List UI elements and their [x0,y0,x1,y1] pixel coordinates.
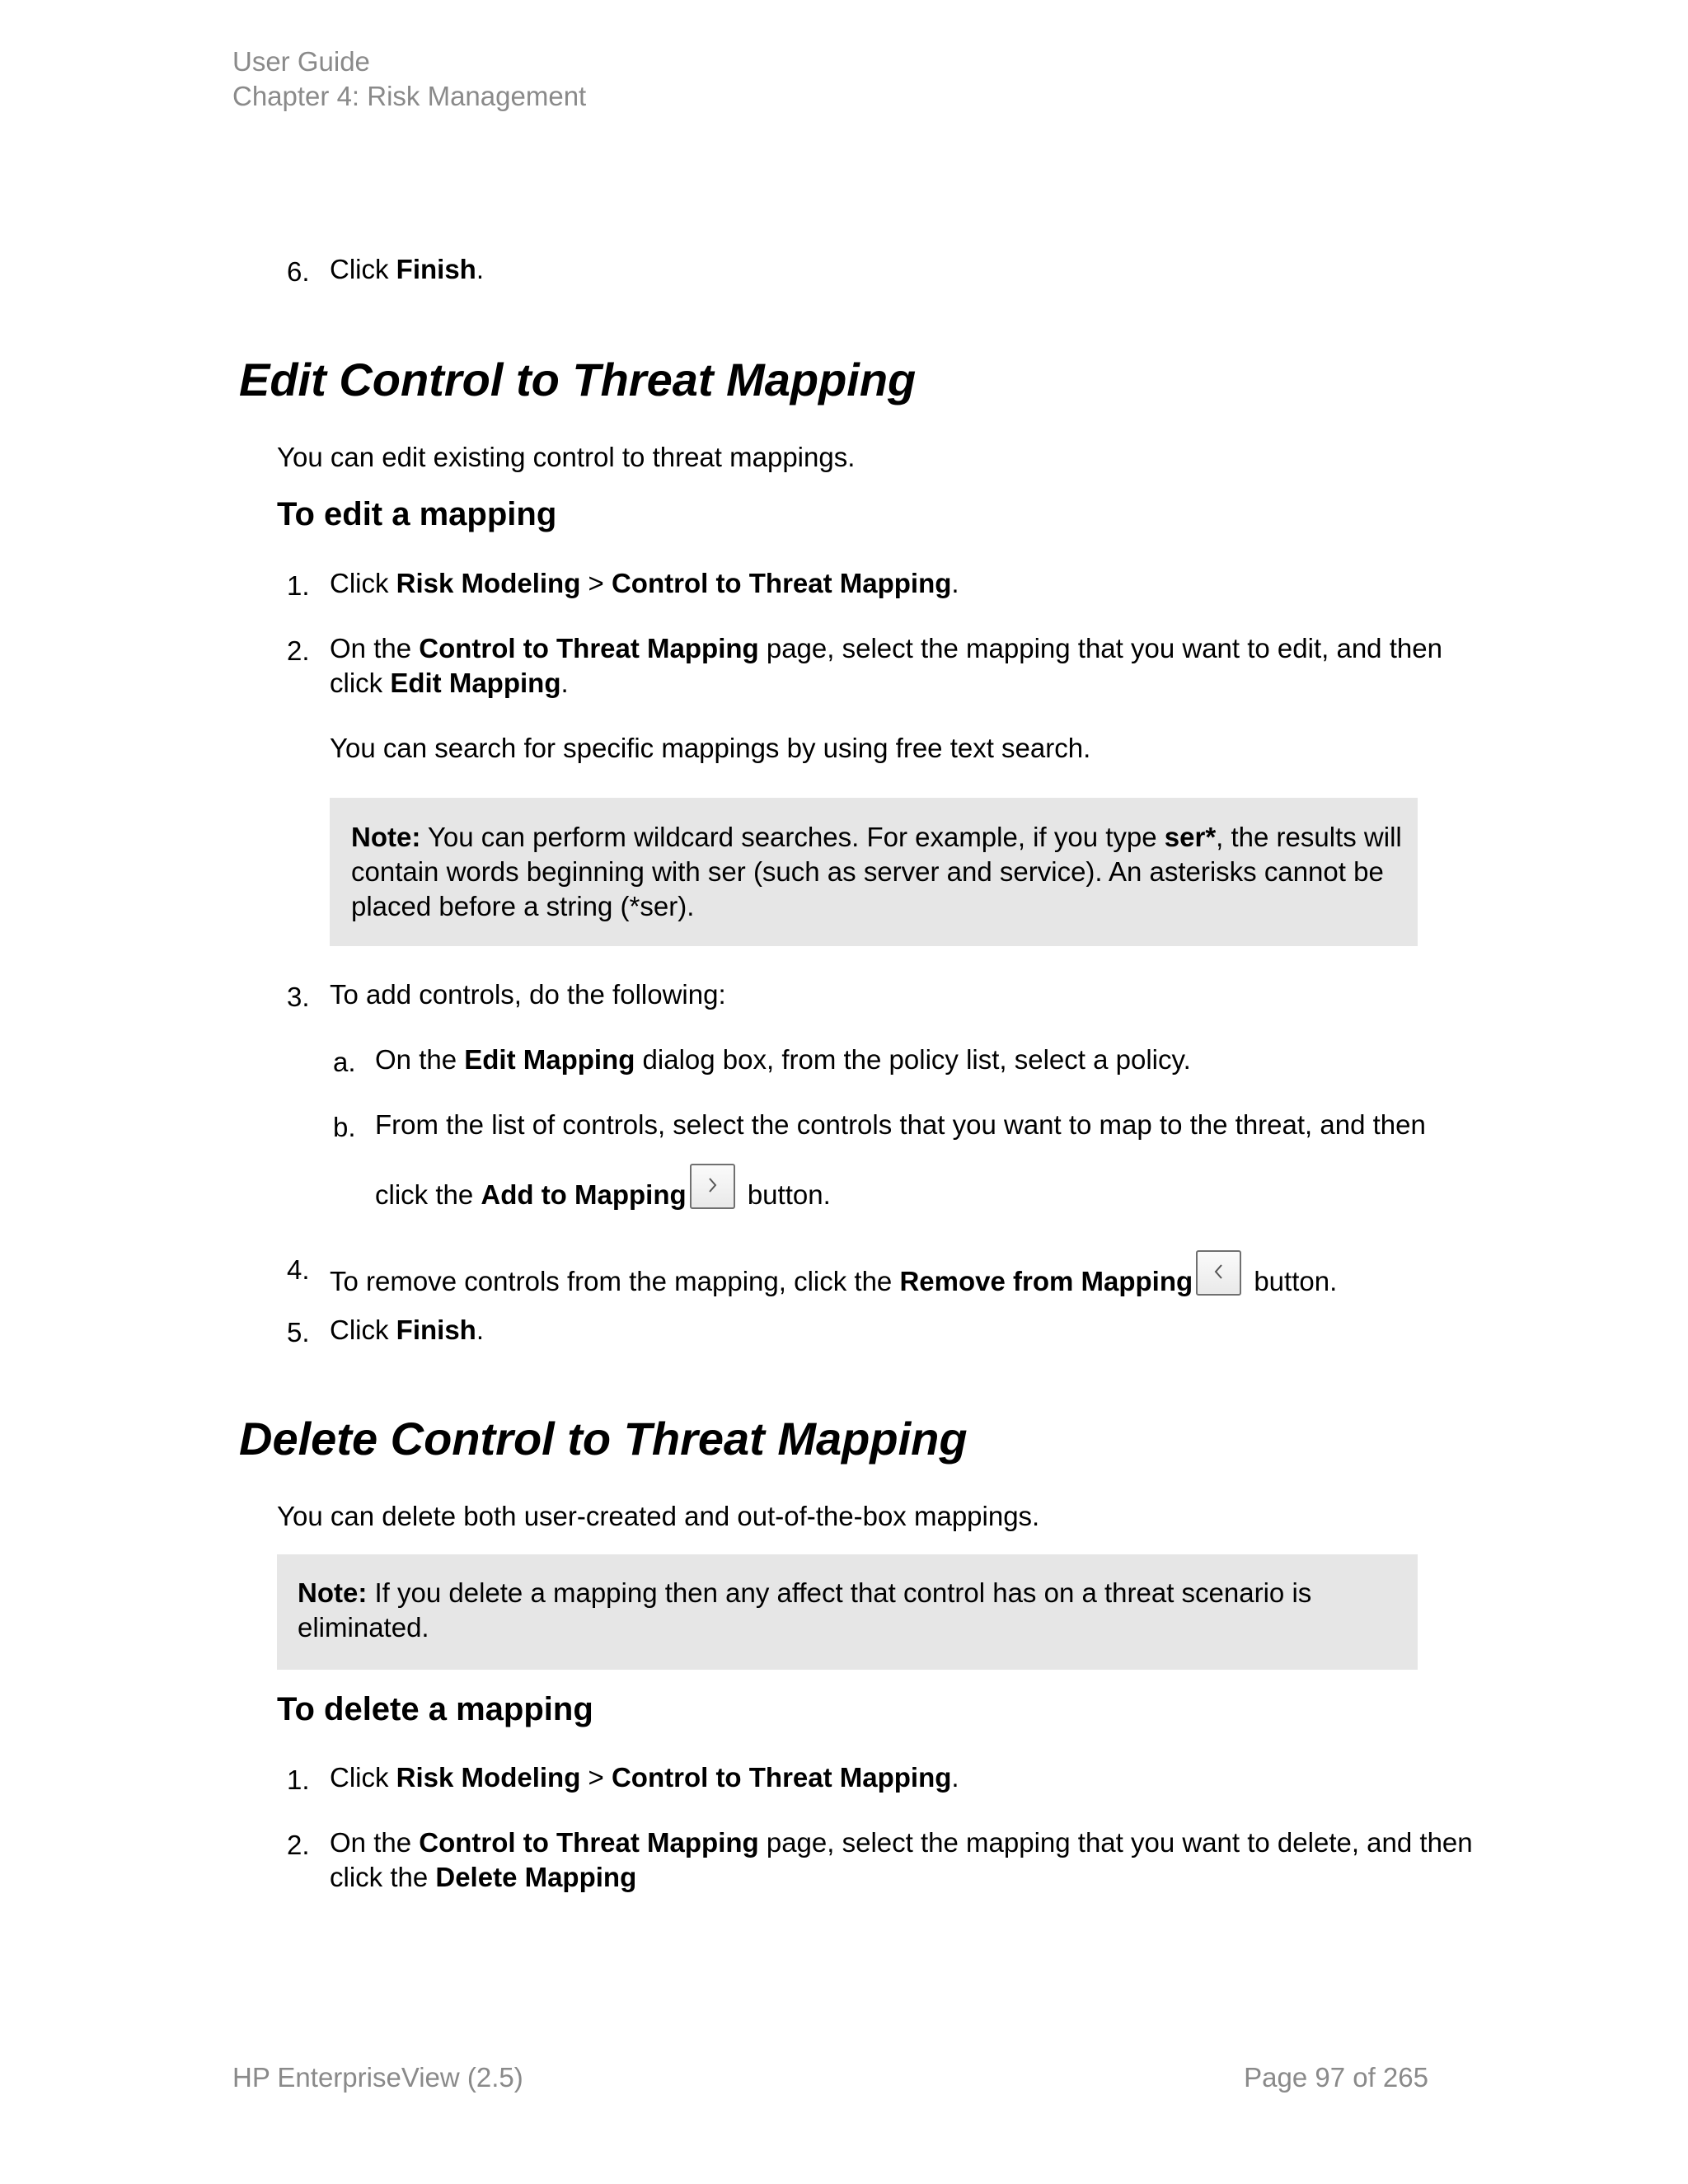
section-intro: You can edit existing control to threat mappings. [277,442,856,472]
substep-letter: b. [333,1112,356,1142]
step-text: On the Control to Threat Mapping page, select the mapping that you want to edit, and then click Edit Mapping. [330,633,1442,698]
step-text: Click Finish. [330,254,485,284]
step-number: 5. [287,1317,310,1347]
step-number: 6. [287,256,310,287]
step-text: To add controls, do the following: [330,979,726,1010]
section-title-edit: Edit Control to Threat Mapping [239,354,917,405]
section-title-delete: Delete Control to Threat Mapping [239,1413,968,1465]
footer-product: HP EnterpriseView (2.5) [232,2062,523,2093]
step-number: 1. [287,1765,310,1795]
step-text: Click Risk Modeling > Control to Threat Mapping. [330,1762,959,1793]
step-number: 2. [287,635,310,666]
substep-letter: a. [333,1047,356,1077]
header-chapter-title: Chapter 4: Risk Management [232,81,587,111]
substep-text: click the Add to Mapping button. [375,1164,831,1212]
chevron-left-icon [1196,1250,1241,1296]
procedure-heading: To edit a mapping [277,496,557,532]
step-text: Click Risk Modeling > Control to Threat Mapping. [330,568,959,598]
step-number: 1. [287,570,310,601]
substep-text: From the list of controls, select the controls that you want to map to the threat, and then [375,1109,1426,1140]
substep-text: On the Edit Mapping dialog box, from the policy list, select a policy. [375,1044,1191,1075]
step-text: To remove controls from the mapping, click the Remove from Mapping button. [330,1250,1337,1299]
header-guide-title: User Guide [232,46,370,77]
search-hint: You can search for specific mappings by using free text search. [330,733,1091,763]
step-number: 3. [287,982,310,1012]
step-number: 2. [287,1830,310,1860]
step-text: Click Finish. [330,1315,485,1345]
procedure-heading: To delete a mapping [277,1691,593,1727]
note-text: Note: You can perform wildcard searches. For example, if you type ser*, the results will contain words beginning with ser (such as server and service). An asterisks cannot be placed before a string (*ser). [351,822,1402,921]
step-text: On the Control to Threat Mapping page, select the mapping that you want to delete, and then click the Delete Mapping [330,1827,1473,1892]
section-intro: You can delete both user-created and out-of-the-box mappings. [277,1501,1040,1531]
note-text: Note: If you delete a mapping then any affect that control has on a threat scenario is eliminated. [298,1577,1312,1643]
chevron-right-icon [690,1164,735,1209]
step-number: 4. [287,1254,310,1285]
footer-page-number: Page 97 of 265 [1244,2062,1428,2093]
